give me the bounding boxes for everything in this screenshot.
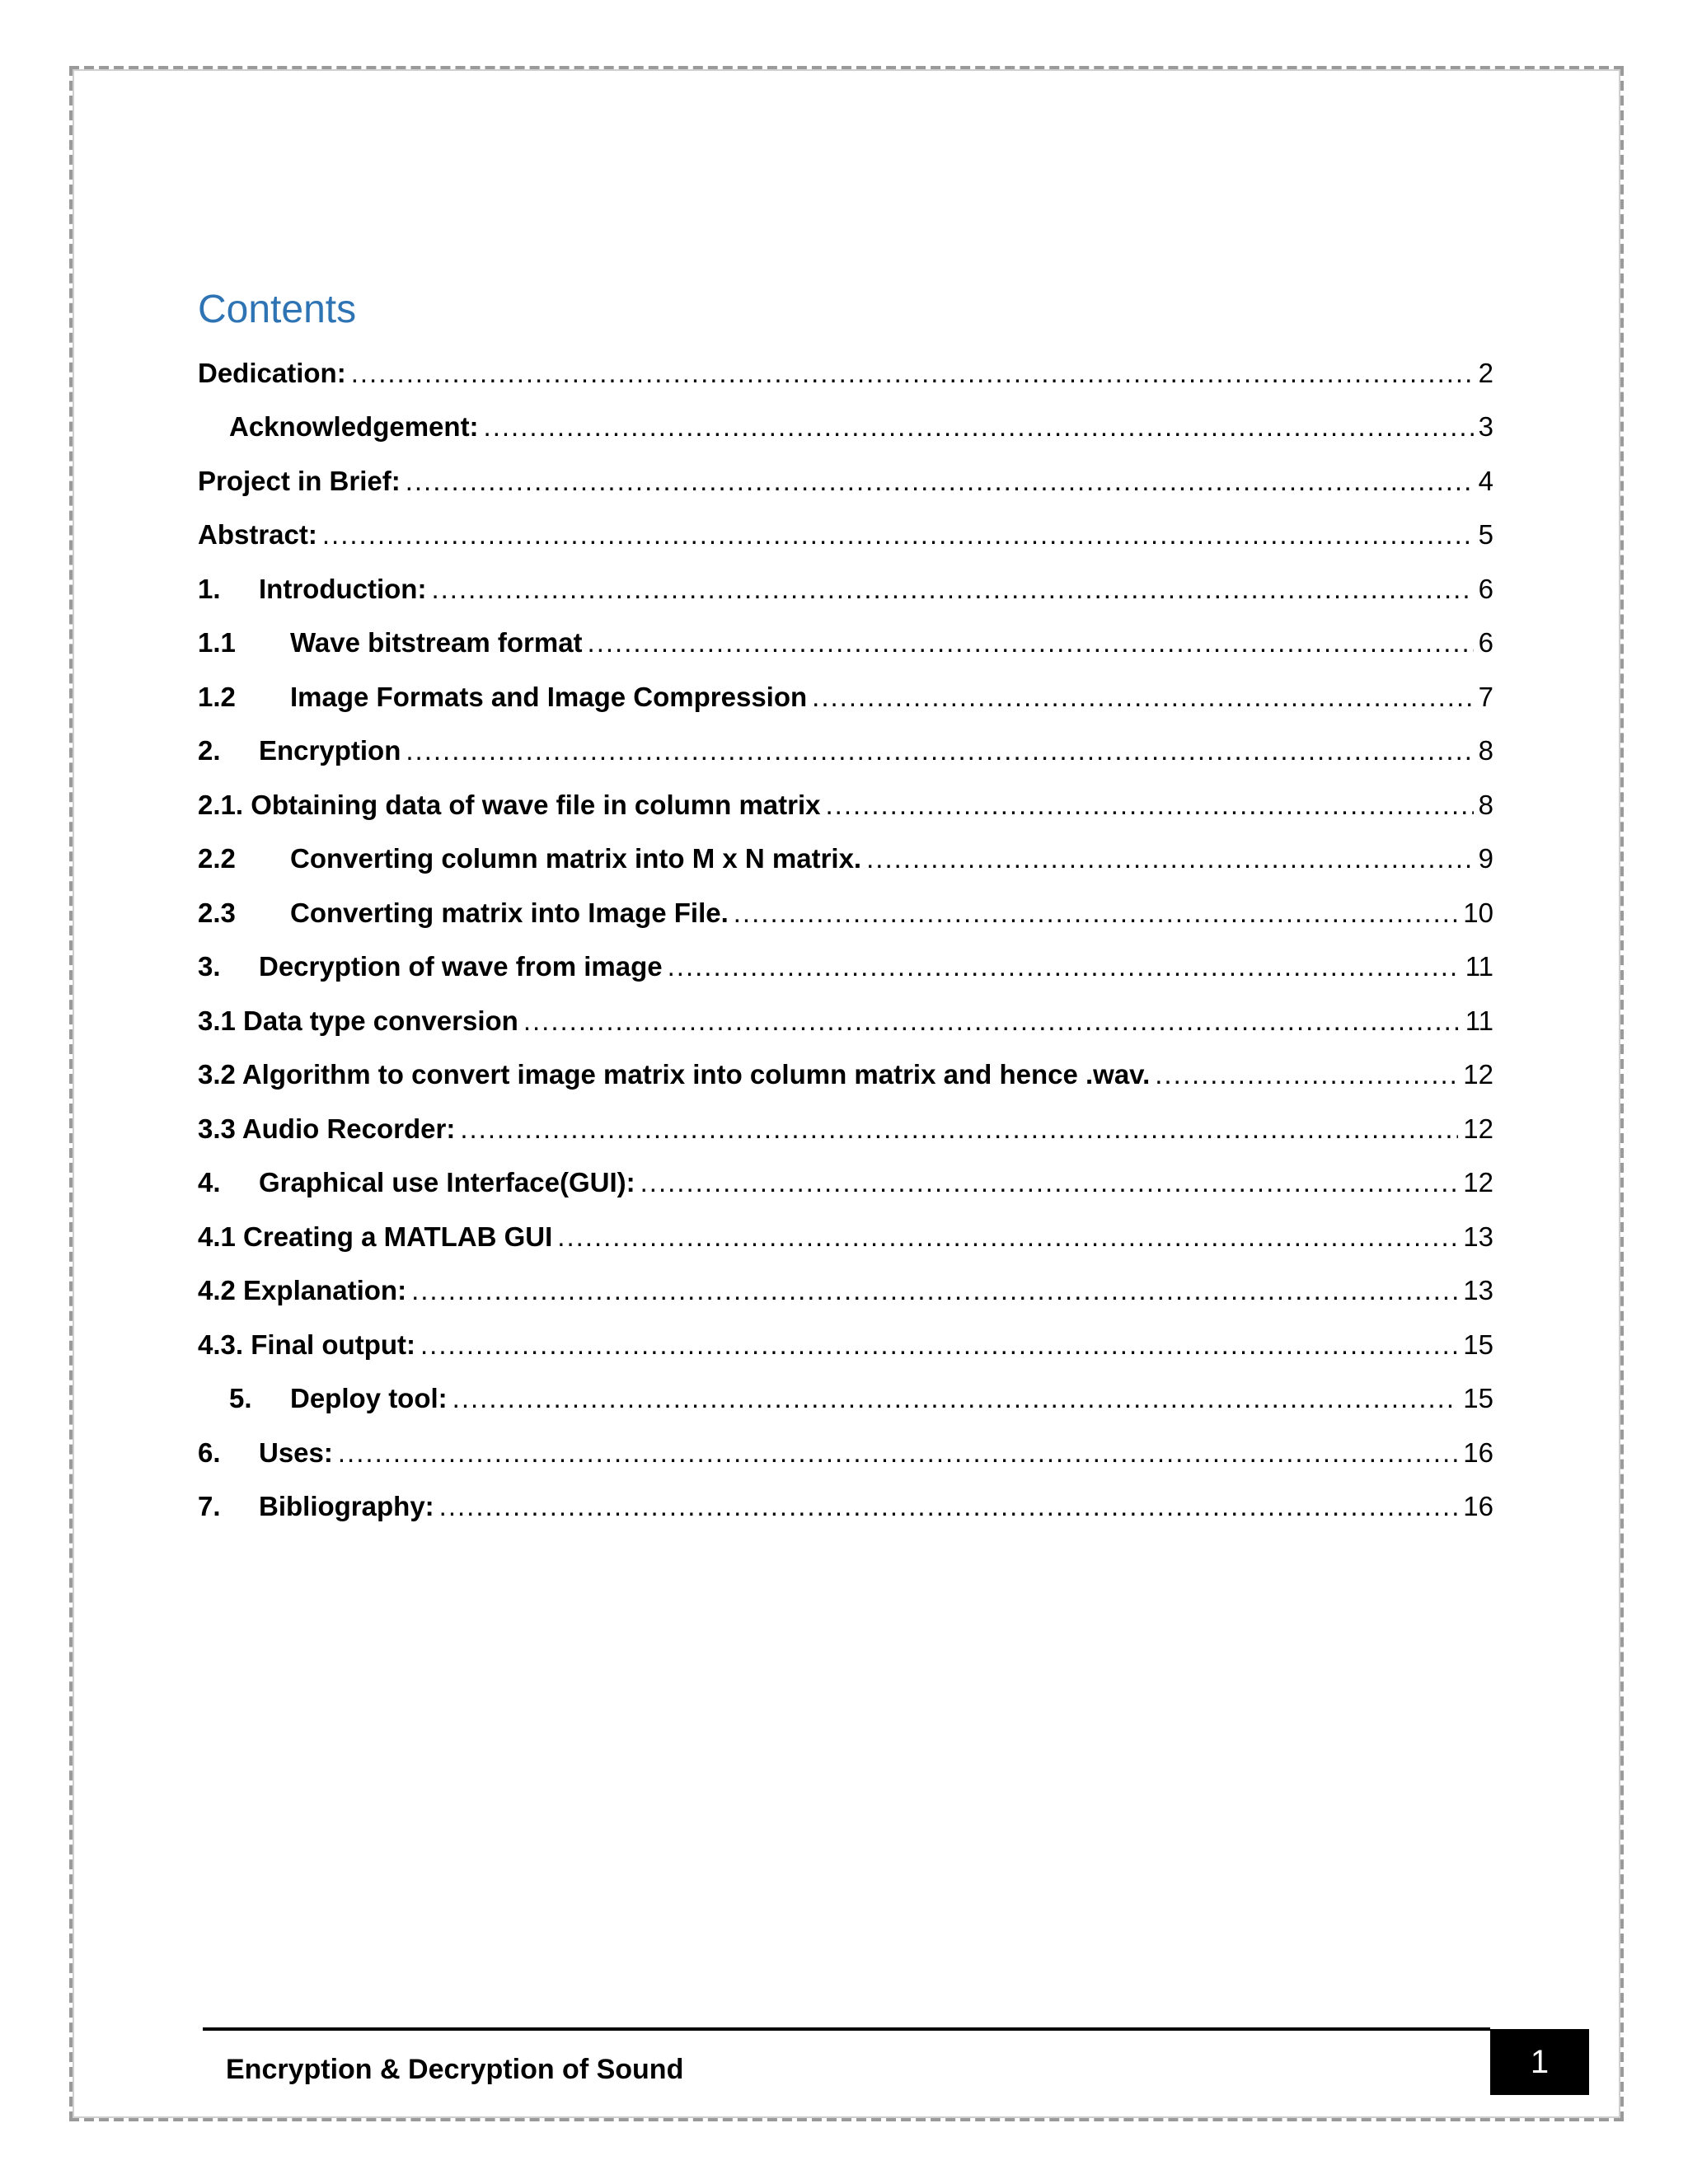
- toc-entry-page: 7: [1478, 681, 1493, 712]
- toc-leader-dots: [866, 843, 1474, 874]
- toc-entry-page: 6: [1478, 627, 1493, 658]
- toc-entry-label: Uses:: [259, 1436, 333, 1468]
- toc-entry-page: 15: [1463, 1383, 1493, 1414]
- toc-entry-number: 4.: [198, 1167, 221, 1198]
- toc-leader-dots: [523, 1005, 1461, 1037]
- table-of-contents: [198, 346, 1493, 1534]
- toc-entry-page: 9: [1478, 843, 1493, 874]
- toc-leader-dots: [406, 735, 1473, 766]
- toc-entry-page: 16: [1463, 1491, 1493, 1522]
- toc-entry-page: 2: [1478, 357, 1493, 388]
- toc-leader-dots: [812, 682, 1473, 713]
- toc-entry-deploy-tool[interactable]: [198, 1372, 1493, 1427]
- toc-entry-label: Dedication:: [198, 357, 346, 388]
- toc-entry-wave-bitstream[interactable]: [198, 616, 1493, 671]
- toc-entry-label: 3.3 Audio Recorder:: [198, 1113, 456, 1144]
- toc-leader-dots: [420, 1329, 1458, 1361]
- toc-entry-label: 3.2 Algorithm to convert image matrix into column matrix and hence .wav.: [198, 1059, 1151, 1090]
- toc-entry-label: Acknowledgement:: [229, 411, 479, 443]
- toc-entry-converting-matrix[interactable]: [198, 886, 1493, 940]
- toc-leader-dots: [322, 519, 1474, 551]
- footer-title: Encryption & Decryption of Sound: [226, 2054, 684, 2085]
- toc-entry-page: 13: [1463, 1221, 1493, 1252]
- toc-leader-dots: [1155, 1059, 1458, 1090]
- toc-entry-dedication[interactable]: [198, 346, 1493, 401]
- toc-entry-page: 8: [1478, 789, 1493, 820]
- toc-entry-audio-recorder[interactable]: [198, 1102, 1493, 1156]
- toc-entry-number: 1.1: [198, 627, 236, 658]
- toc-entry-gui[interactable]: [198, 1156, 1493, 1211]
- toc-entry-label: Bibliography:: [259, 1491, 434, 1522]
- toc-entry-label: 4.1 Creating a MATLAB GUI: [198, 1221, 553, 1252]
- toc-leader-dots: [411, 1275, 1458, 1306]
- toc-entry-label: Converting matrix into Image File.: [290, 897, 729, 928]
- toc-leader-dots: [734, 898, 1459, 929]
- toc-entry-label: Introduction:: [259, 573, 427, 604]
- toc-entry-creating-gui[interactable]: [198, 1210, 1493, 1264]
- toc-entry-label: Encryption: [259, 735, 401, 766]
- toc-entry-page: 13: [1463, 1275, 1493, 1306]
- footer-page-number: 1: [1490, 2029, 1589, 2095]
- toc-entry-encryption[interactable]: [198, 724, 1493, 779]
- toc-entry-explanation[interactable]: [198, 1264, 1493, 1319]
- toc-entry-number: 1.: [198, 573, 221, 604]
- toc-entry-page: 16: [1463, 1436, 1493, 1468]
- toc-entry-number: 7.: [198, 1491, 221, 1522]
- toc-leader-dots: [439, 1491, 1459, 1522]
- toc-leader-dots: [431, 574, 1473, 605]
- toc-entry-label: Converting column matrix into M x N matrix.: [290, 843, 862, 874]
- toc-entry-page: 11: [1465, 1005, 1493, 1036]
- toc-leader-dots: [640, 1167, 1459, 1198]
- toc-title: Contents: [198, 288, 357, 331]
- toc-entry-converting-column[interactable]: [198, 832, 1493, 887]
- toc-entry-number: 6.: [198, 1436, 221, 1468]
- toc-entry-obtaining-data[interactable]: [198, 778, 1493, 832]
- toc-entry-image-formats[interactable]: [198, 670, 1493, 724]
- toc-entry-introduction[interactable]: [198, 562, 1493, 616]
- toc-entry-page: 11: [1465, 951, 1493, 982]
- toc-leader-dots: [557, 1221, 1458, 1253]
- toc-leader-dots: [460, 1113, 1458, 1145]
- toc-entry-page: 6: [1478, 573, 1493, 604]
- toc-entry-page: 3: [1478, 411, 1493, 443]
- toc-leader-dots: [588, 627, 1474, 658]
- toc-entry-page: 5: [1478, 519, 1493, 551]
- toc-entry-page: 12: [1463, 1059, 1493, 1090]
- toc-entry-page: 12: [1463, 1113, 1493, 1144]
- toc-entry-number: 2.2: [198, 843, 236, 874]
- toc-leader-dots: [452, 1383, 1459, 1414]
- toc-leader-dots: [826, 790, 1474, 821]
- toc-entry-decryption[interactable]: [198, 940, 1493, 995]
- toc-entry-uses[interactable]: [198, 1426, 1493, 1480]
- toc-entry-project-in-brief[interactable]: [198, 454, 1493, 509]
- toc-entry-data-type[interactable]: [198, 994, 1493, 1048]
- toc-entry-algorithm[interactable]: [198, 1048, 1493, 1103]
- toc-entry-label: Image Formats and Image Compression: [290, 681, 808, 712]
- toc-entry-label: Abstract:: [198, 519, 317, 551]
- toc-entry-bibliography[interactable]: [198, 1480, 1493, 1535]
- toc-entry-number: 2.: [198, 735, 221, 766]
- toc-entry-label: Graphical use Interface(GUI):: [259, 1167, 635, 1198]
- toc-entry-final-output[interactable]: [198, 1318, 1493, 1372]
- toc-entry-page: 4: [1478, 465, 1493, 496]
- toc-entry-label: 4.3. Final output:: [198, 1329, 415, 1360]
- toc-entry-page: 12: [1463, 1167, 1493, 1198]
- toc-entry-abstract[interactable]: [198, 509, 1493, 563]
- toc-leader-dots: [484, 411, 1474, 443]
- toc-entry-number: 1.2: [198, 681, 236, 712]
- toc-leader-dots: [668, 951, 1461, 982]
- toc-entry-label: 2.1. Obtaining data of wave file in column matrix: [198, 789, 821, 820]
- footer-rule: [203, 2027, 1490, 2031]
- toc-entry-label: 4.2 Explanation:: [198, 1275, 407, 1306]
- toc-entry-label: 3.1 Data type conversion: [198, 1005, 518, 1036]
- toc-entry-page: 8: [1478, 735, 1493, 766]
- toc-entry-page: 15: [1463, 1329, 1493, 1360]
- toc-entry-number: 2.3: [198, 897, 236, 928]
- toc-entry-label: Deploy tool:: [290, 1383, 448, 1414]
- toc-entry-acknowledgement[interactable]: [198, 401, 1493, 455]
- toc-entry-label: Decryption of wave from image: [259, 951, 663, 982]
- toc-entry-label: Wave bitstream format: [290, 627, 583, 658]
- toc-leader-dots: [338, 1437, 1458, 1469]
- toc-entry-label: Project in Brief:: [198, 465, 401, 496]
- toc-leader-dots: [351, 358, 1474, 389]
- toc-leader-dots: [406, 466, 1474, 497]
- toc-entry-number: 3.: [198, 951, 221, 982]
- toc-entry-number: 5.: [229, 1383, 252, 1414]
- toc-entry-page: 10: [1463, 897, 1493, 928]
